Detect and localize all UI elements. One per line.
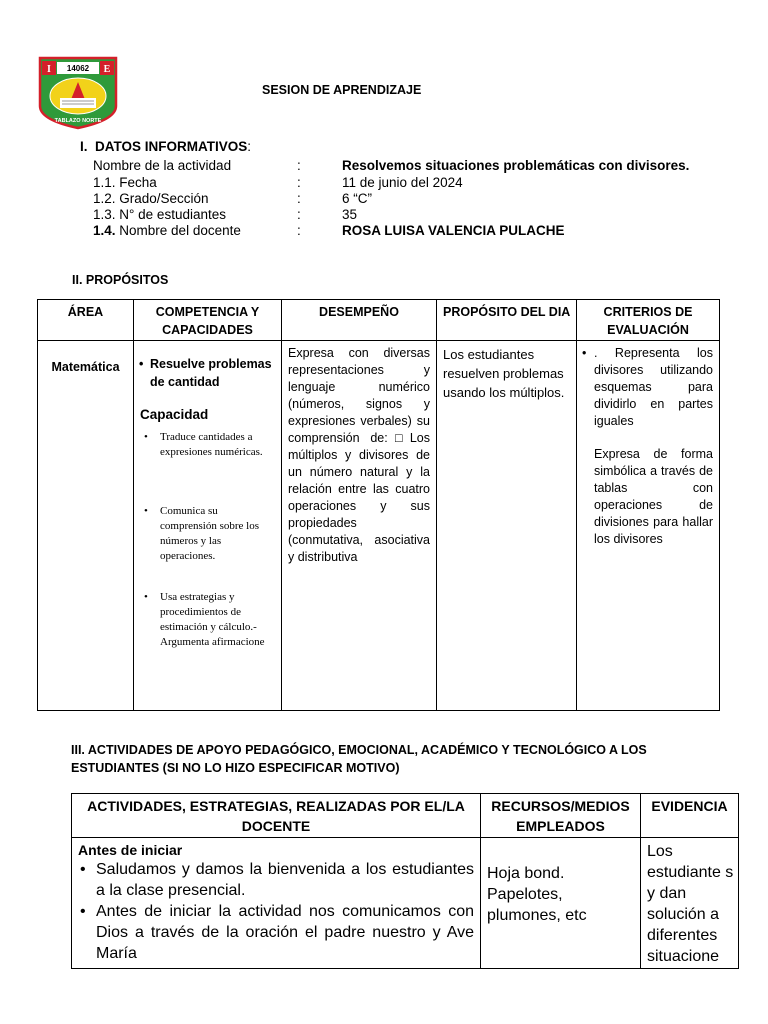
bullet-icon: •: [144, 431, 148, 443]
actividades-subheading: Antes de iniciar: [78, 842, 183, 858]
school-logo: [34, 54, 122, 130]
page-title: SESION DE APRENDIZAJE: [262, 83, 422, 97]
competencia-cell: [134, 341, 282, 711]
section1-number: I.: [80, 139, 88, 154]
actividades-cell: [72, 838, 481, 969]
area-value: Matemática: [51, 360, 120, 374]
desempeno-cell: [282, 341, 437, 711]
header-competencia: COMPETENCIA Y CAPACIDADES: [134, 300, 282, 341]
section3-heading: III. ACTIVIDADES DE APOYO PEDAGÓGICO, EMOCIONAL, ACADÉMICO Y TECNOLÓGICO A LOS ESTUDIANTES (SI NO LO HIZO ESPECIFICAR MOTIVO): [71, 743, 647, 775]
logo-letter-e: E: [103, 64, 111, 75]
evidencia-value: Los estudiante s y dan solución a diferentes situacione: [647, 843, 734, 965]
purposes-header-row: [38, 300, 720, 341]
capacidad-text: Usa estrategias y procedimientos de estimación y cálculo.- Argumenta afirmacione: [160, 591, 265, 648]
header-criterios: CRITERIOS DE EVALUACIÓN: [577, 300, 720, 341]
capacidad-title: Capacidad: [140, 407, 209, 422]
info-colon: :: [297, 191, 301, 206]
header-proposito: PROPÓSITO DEL DIA: [437, 300, 577, 341]
header-recursos: RECURSOS/MEDIOS EMPLEADOS: [481, 794, 641, 838]
capacidad-text: Comunica su comprensión sobre los números y las operaciones.: [160, 505, 259, 562]
capacidad-item: [140, 504, 277, 590]
section2-heading: II. PROPÓSITOS: [72, 273, 169, 287]
activities-header-row: [72, 794, 739, 838]
info-label-number: 1.4.: [93, 223, 116, 238]
section1-colon: :: [247, 139, 252, 154]
desempeno-value: Expresa con diversas representaciones y lenguaje numérico (números, signos y expresiones verbales) su comprensión de:□Los múltiplos y divisores de un número natural y la relación entre las cuatro operaciones y sus propiedades (conmutativa, asociativa y distributiva: [288, 346, 430, 564]
activities-body-row: [72, 838, 739, 969]
capacidad-item: [140, 590, 277, 650]
criterio-text-2: Expresa de forma simbólica a través de tablas con operaciones de divisiones para hallar los divisores: [594, 447, 713, 546]
criterios-cell: [577, 341, 720, 711]
info-label: Nombre de la actividad: [93, 158, 232, 173]
criterio-text: . Representa los divisores utilizando esquemas para dividirlo en partes iguales: [594, 346, 713, 428]
bullet-icon: •: [144, 505, 148, 517]
info-colon: :: [297, 158, 301, 173]
capacidades-list: [134, 422, 281, 650]
header-actividades: ACTIVIDADES, ESTRATEGIAS, REALIZADAS POR EL/LA DOCENTE: [72, 794, 481, 838]
header-area: ÁREA: [38, 300, 134, 341]
evidencia-cell: [641, 838, 739, 969]
bullet-icon: •: [582, 346, 587, 360]
proposito-value: Los estudiantes resuelven problemas usando los múltiplos.: [443, 347, 565, 400]
info-colon: :: [297, 175, 301, 190]
section1-title: DATOS INFORMATIVOS: [95, 139, 248, 154]
info-colon: :: [297, 223, 301, 238]
info-value-date: 11 de junio del 2024: [342, 175, 463, 190]
info-label-text: Nombre del docente: [115, 223, 241, 238]
info-value-teacher: ROSA LUISA VALENCIA PULACHE: [342, 223, 565, 238]
recursos-cell: [481, 838, 641, 969]
info-value-activity: Resolvemos situaciones problemáticas con divisores.: [342, 158, 690, 173]
purposes-table: [37, 299, 720, 711]
section1-heading: [80, 139, 251, 154]
logo-letter-i: I: [47, 64, 51, 75]
activities-list: [78, 859, 474, 964]
info-value-grade: 6 “C”: [342, 191, 372, 206]
info-colon: :: [297, 207, 301, 222]
info-label: 1.3. N° de estudiantes: [93, 207, 226, 222]
bullet-icon: •: [144, 591, 148, 603]
info-label: [93, 222, 241, 239]
capacidad-item: [140, 430, 277, 504]
info-value-students: 35: [342, 207, 358, 222]
header-desempeno: DESEMPEÑO: [282, 300, 437, 341]
competencia-item: [134, 341, 281, 391]
area-cell: [38, 341, 134, 711]
header-evidencia: EVIDENCIA: [641, 794, 739, 838]
logo-place: TABLAZO NORTE: [54, 118, 102, 124]
activities-table: [71, 793, 739, 969]
bullet-icon: •: [139, 357, 144, 371]
capacidad-text: Traduce cantidades a expresiones numéricas.: [160, 431, 263, 458]
competencia-value: Resuelve problemas de cantidad: [150, 357, 272, 389]
info-label: 1.2. Grado/Sección: [93, 191, 209, 206]
info-label: 1.1. Fecha: [93, 175, 157, 190]
purposes-body-row: [38, 341, 720, 711]
logo-code: 14062: [66, 64, 90, 73]
activity-item: • Antes de iniciar la actividad nos comunicamos con Dios a través de la oración el padre nuestro y Ave María: [78, 901, 474, 964]
recursos-value: Hoja bond. Papelotes, plumones, etc: [487, 865, 587, 924]
activity-item: • Saludamos y damos la bienvenida a los estudiantes a la clase presencial.: [78, 859, 474, 901]
criterio-item: [577, 341, 719, 434]
proposito-cell: [437, 341, 577, 711]
